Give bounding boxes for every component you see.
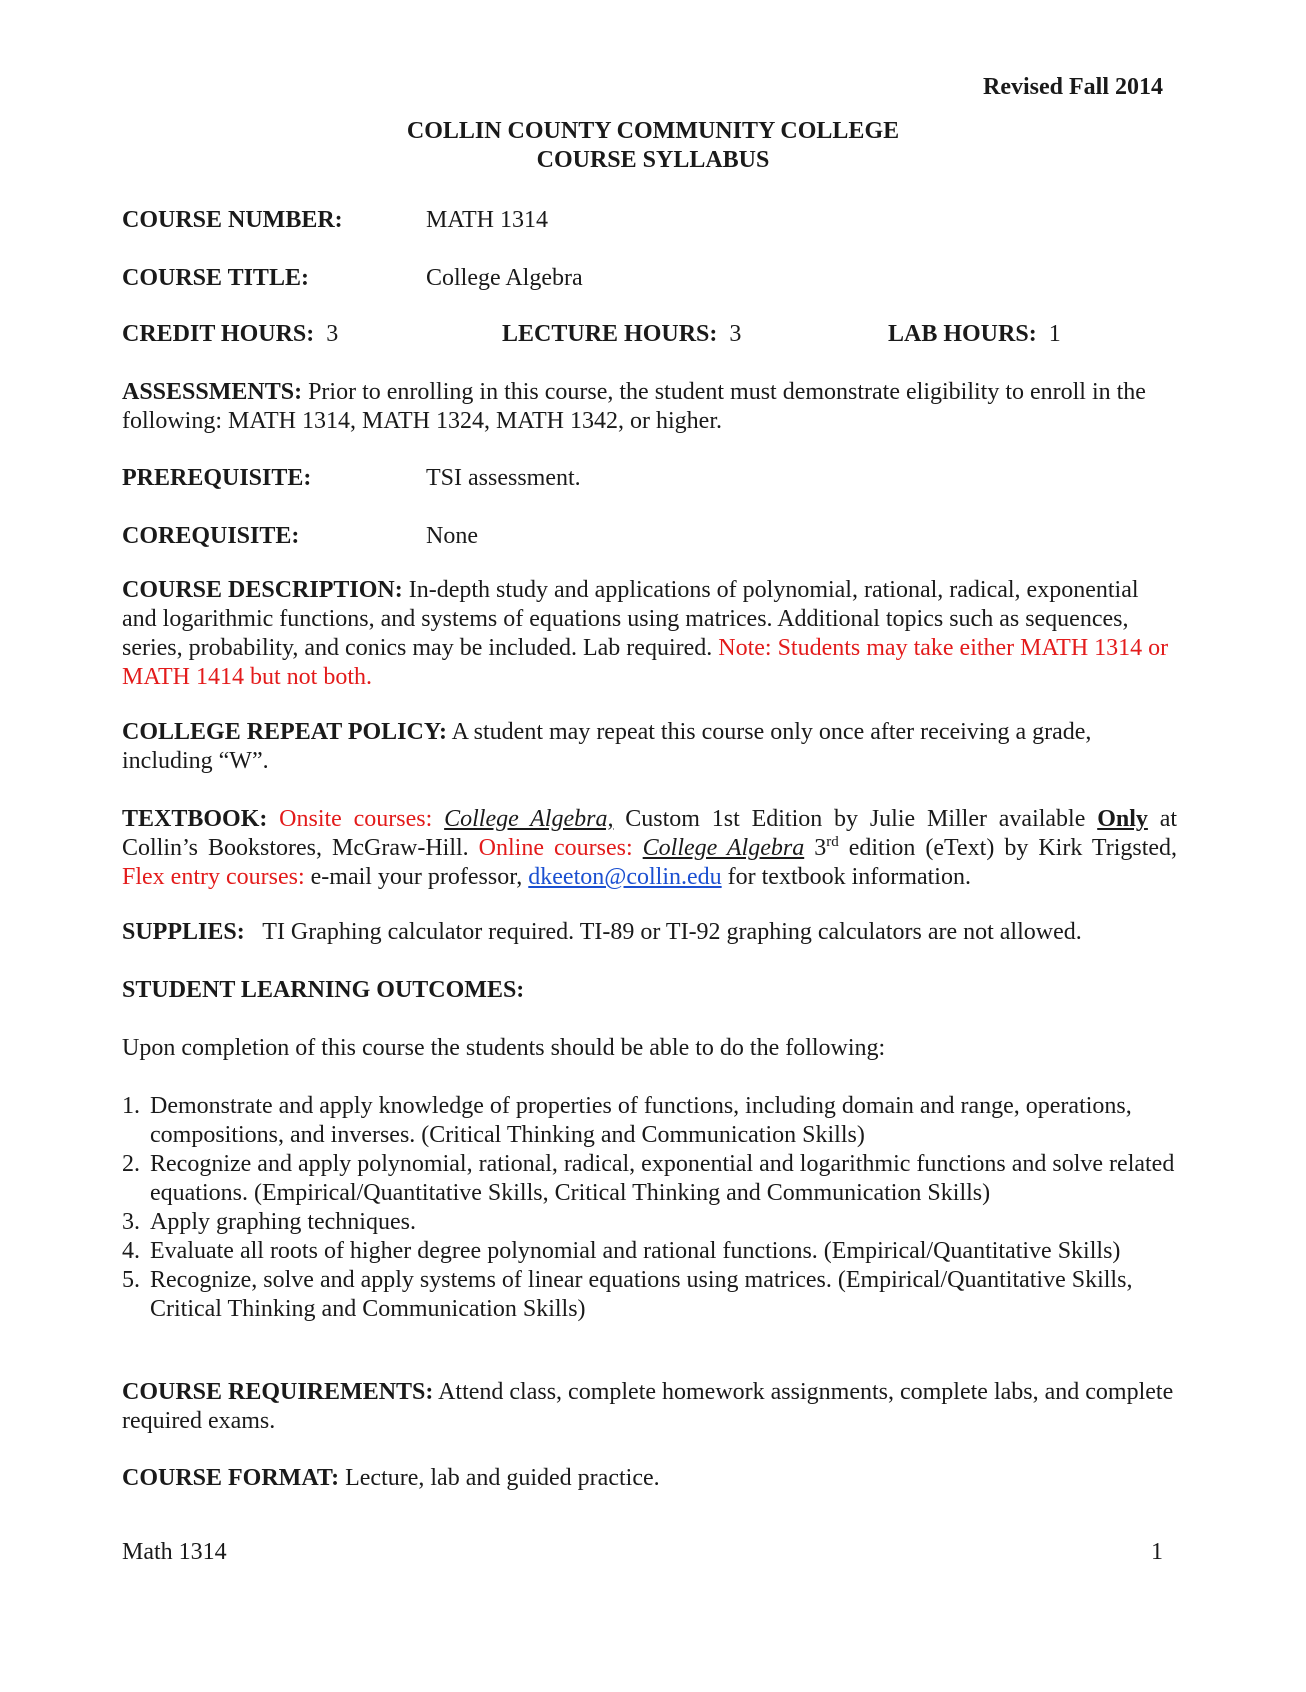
- professor-email-link[interactable]: dkeeton@collin.edu: [528, 864, 722, 890]
- lecture-hours-label: LECTURE HOURS:: [502, 321, 718, 347]
- online-text: edition (eText) by Kirk Trigsted,: [848, 835, 1178, 861]
- onsite-text: Custom 1st Edition by Julie Miller available: [625, 806, 1086, 832]
- flex-text: e-mail your professor,: [310, 864, 523, 890]
- list-item-number: 4.: [122, 1238, 140, 1264]
- list-item: [122, 1237, 1177, 1266]
- list-item-text: Apply graphing techniques.: [150, 1209, 416, 1235]
- repeat-policy-text: A student may repeat this course only once after receiving a grade, including “W”.: [122, 719, 1092, 774]
- requirements-section: [122, 1378, 1177, 1436]
- course-number-label: COURSE NUMBER:: [122, 207, 343, 233]
- list-item-text: Evaluate all roots of higher degree polynomial and rational functions. (Empirical/Quantitative Skills): [150, 1238, 1121, 1264]
- list-item-text: Recognize and apply polynomial, rational, radical, exponential and logarithmic functions and solve related equations. (Empirical/Quantitative Skills, Critical Thinking and Communication Skills): [150, 1151, 1175, 1206]
- online-edition: [814, 835, 839, 861]
- college-name: COLLIN COUNTY COMMUNITY COLLEGE: [406, 118, 900, 144]
- repeat-policy-label: COLLEGE REPEAT POLICY:: [122, 719, 447, 745]
- lab-hours-label: LAB HOURS:: [888, 321, 1037, 347]
- format-label: COURSE FORMAT:: [122, 1465, 340, 1491]
- list-item: [122, 1150, 1177, 1208]
- list-item: [122, 1092, 1177, 1150]
- corequisite-value: None: [426, 523, 478, 549]
- format-section: [122, 1464, 1177, 1493]
- revision-note: Revised Fall 2014: [983, 74, 1163, 100]
- lab-hours-value: 1: [1048, 321, 1061, 347]
- footer-course: Math 1314: [122, 1539, 227, 1565]
- format-text: Lecture, lab and guided practice.: [345, 1465, 660, 1491]
- flex-text-2: for textbook information.: [727, 864, 971, 890]
- flex-courses-label: Flex entry courses:: [122, 864, 305, 890]
- course-description-text: In-depth study and applications of polynomial, rational, radical, exponential and logarithmic functions, and systems of equations using matrices. Additional topics such as sequences, series, probability, and conics may be included. Lab required.: [122, 577, 1139, 661]
- lab-hours: [888, 320, 1061, 349]
- requirements-label: COURSE REQUIREMENTS:: [122, 1379, 434, 1405]
- credit-hours: [122, 320, 338, 349]
- assessments-label: ASSESSMENTS:: [122, 379, 303, 405]
- list-item-number: 1.: [122, 1093, 140, 1119]
- online-book-title: College Algebra: [642, 835, 805, 861]
- outcomes-heading: STUDENT LEARNING OUTCOMES:: [122, 977, 525, 1003]
- course-title-label: COURSE TITLE:: [122, 265, 309, 291]
- lecture-hours-value: 3: [729, 321, 742, 347]
- online-edition-suffix: rd: [826, 834, 839, 850]
- list-item-text: Recognize, solve and apply systems of linear equations using matrices. (Empirical/Quantitative Skills, Critical Thinking and Communication Skills): [150, 1267, 1133, 1322]
- credit-hours-value: 3: [326, 321, 339, 347]
- list-item-number: 2.: [122, 1151, 140, 1177]
- only-emphasis: Only: [1097, 806, 1148, 832]
- outcomes-list: [122, 1092, 1177, 1324]
- course-description-label: COURSE DESCRIPTION:: [122, 577, 403, 603]
- list-item: [122, 1266, 1177, 1324]
- repeat-policy-section: [122, 718, 1177, 776]
- assessments-text: Prior to enrolling in this course, the student must demonstrate eligibility to enroll in the following: MATH 1314, MATH 1324, MATH 1342, or higher.: [122, 379, 1146, 434]
- list-item: [122, 1208, 1177, 1237]
- onsite-text-2: at Collin’s Bookstores, McGraw-Hill.: [122, 806, 1178, 861]
- supplies-label: SUPPLIES:: [122, 919, 245, 945]
- lecture-hours: [502, 320, 741, 349]
- page-number: 1: [1151, 1539, 1163, 1565]
- prerequisite-label: PREREQUISITE:: [122, 465, 312, 491]
- document-title: COURSE SYLLABUS: [536, 147, 770, 173]
- list-item-number: 3.: [122, 1209, 140, 1235]
- prerequisite-value: TSI assessment.: [426, 465, 581, 491]
- list-item-number: 5.: [122, 1267, 140, 1293]
- credit-hours-label: CREDIT HOURS:: [122, 321, 315, 347]
- course-description-note: Note: Students may take either MATH 1314 or MATH 1414 but not both.: [122, 635, 1169, 690]
- course-title-value: College Algebra: [426, 265, 583, 291]
- assessments-section: [122, 378, 1177, 436]
- outcomes-intro: Upon completion of this course the students should be able to do the following:: [122, 1035, 886, 1061]
- onsite-courses-label: Onsite courses:: [279, 806, 433, 832]
- online-courses-label: Online courses:: [478, 835, 633, 861]
- course-description-section: [122, 576, 1177, 692]
- list-item-text: Demonstrate and apply knowledge of properties of functions, including domain and range, operations, compositions, and inverses. (Critical Thinking and Communication Skills): [150, 1093, 1132, 1148]
- supplies-section: [122, 918, 1177, 947]
- requirements-text: Attend class, complete homework assignments, complete labs, and complete required exams.: [122, 1379, 1174, 1434]
- corequisite-label: COREQUISITE:: [122, 523, 300, 549]
- onsite-book-title: College Algebra,: [444, 806, 614, 832]
- supplies-text: TI Graphing calculator required. TI-89 or TI-92 graphing calculators are not allowed.: [262, 919, 1082, 945]
- course-number-value: MATH 1314: [426, 207, 549, 233]
- online-edition-number: 3: [814, 835, 827, 861]
- textbook-section: [122, 805, 1177, 892]
- textbook-label: TEXTBOOK:: [122, 806, 268, 832]
